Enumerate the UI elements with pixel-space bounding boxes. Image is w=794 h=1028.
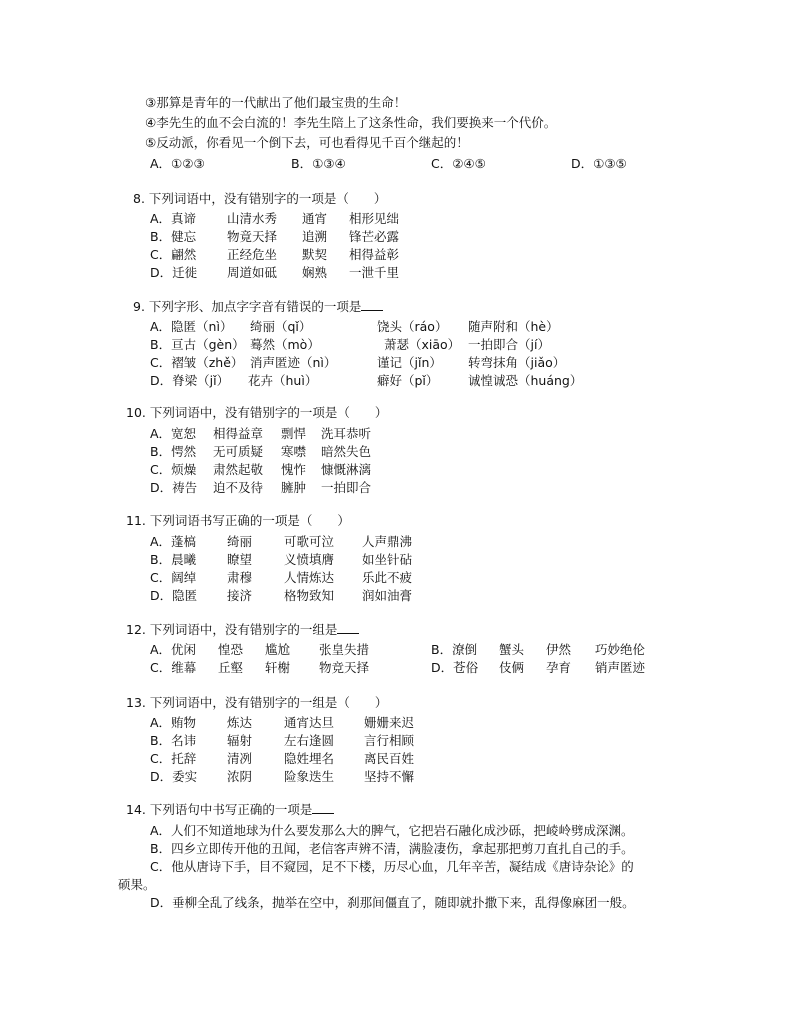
word: 蓦然（mò） <box>250 337 320 352</box>
q8-option-c <box>150 246 399 264</box>
word: A．优闲 <box>150 642 197 657</box>
word: 炼达 <box>227 715 253 730</box>
word: A．蓬槁 <box>150 534 197 549</box>
word: D．迁徙 <box>150 265 198 280</box>
q11-option-d <box>150 587 412 605</box>
word: 巧妙绝伦 <box>595 642 646 657</box>
q9-option-b <box>150 336 550 354</box>
word: 无可质疑 <box>213 444 264 459</box>
word: 一泄千里 <box>349 265 400 280</box>
word: 可歌可泣 <box>284 534 335 549</box>
word: 伎俩 <box>499 660 525 675</box>
q14-stem <box>126 801 334 819</box>
word: D．祷告 <box>150 480 198 495</box>
word: 山清水秀 <box>227 211 278 226</box>
word: 臃肿 <box>281 480 307 495</box>
q8-option-a <box>150 210 399 228</box>
word: 娴熟 <box>302 265 328 280</box>
word: 物竞天择 <box>319 660 370 675</box>
q12-option-d <box>431 659 645 677</box>
word: 坚持不懈 <box>364 769 415 784</box>
word: 转弯抹角（jiǎo） <box>468 355 566 370</box>
word: C．阔绰 <box>150 570 197 585</box>
word: B．健忘 <box>150 229 197 244</box>
q10-option-a <box>150 425 371 443</box>
q12-stem <box>126 621 359 639</box>
q8-stem: 8. 下列词语中，没有错别字的一项是（ ） <box>133 191 387 206</box>
word: 通宵 <box>302 211 328 226</box>
q7-item-4: ④李先生的血不会白流的！李先生陪上了这条性命，我们要换来一个代价。 <box>145 115 557 130</box>
word: 相得益彰 <box>349 247 400 262</box>
q14-option-b: B．四乡立即传开他的丑闻，老信客声辨不清，满脸凄伤，拿起那把剪刀直扎自己的手。 <box>150 841 634 856</box>
word: 正经危坐 <box>227 247 278 262</box>
q10-option-c <box>150 461 371 479</box>
q11-option-c <box>150 569 412 587</box>
word: 一拍即合 <box>321 480 372 495</box>
q13-option-c <box>150 750 414 768</box>
word: D．苍俗 <box>431 660 479 675</box>
word: B．晨曦 <box>150 552 197 567</box>
q7-option-c: C．②④⑤ <box>431 156 486 171</box>
q11-option-b <box>150 551 412 569</box>
word: 辐射 <box>227 733 253 748</box>
word: 诚惶诚恐（huáng） <box>468 373 583 388</box>
word: 物竟天择 <box>227 229 278 244</box>
word: D．脊梁（jǐ） <box>150 373 230 388</box>
word: 义愤填膺 <box>284 552 335 567</box>
q7-option-a: A．①②③ <box>150 156 205 171</box>
word: 寒噤 <box>281 444 307 459</box>
word: 言行相顾 <box>364 733 415 748</box>
word: 丘壑 <box>218 660 244 675</box>
word: 孕育 <box>546 660 572 675</box>
word: 花卉（huì） <box>248 373 318 388</box>
word: 润如油膏 <box>362 588 413 603</box>
word: D．委实 <box>150 769 198 784</box>
q7-item-3: ③那算是青年的一代献出了他们最宝贵的生命！ <box>145 95 407 110</box>
word: 剽悍 <box>281 426 307 441</box>
q14-option-c: C．他从唐诗下手，目不窥园，足不下楼，历尽心血，几年辛苦，凝结成《唐诗杂论》的 <box>150 859 634 874</box>
word: 饶头（ráo） <box>377 319 448 334</box>
q12-option-b <box>431 641 645 659</box>
word: 暗然失色 <box>321 444 372 459</box>
word: B．愕然 <box>150 444 197 459</box>
q9-stem-text: 9. 下列字形、加点字字音有错误的一项是 <box>133 299 362 314</box>
word: 洗耳恭听 <box>321 426 372 441</box>
word: 接济 <box>227 588 253 603</box>
answer-blank <box>312 801 334 814</box>
word: 相形见绌 <box>349 211 400 226</box>
word: 离民百姓 <box>364 751 415 766</box>
word: 消声匿迹（nì） <box>250 355 337 370</box>
answer-blank <box>337 621 359 634</box>
q14-stem-text: 14. 下列语句中书写正确的一项是 <box>126 802 313 817</box>
word: 姗姗来迟 <box>364 715 415 730</box>
q13-option-d <box>150 768 414 786</box>
word: 瞭望 <box>227 552 253 567</box>
q13-option-b <box>150 732 414 750</box>
word: 默契 <box>302 247 328 262</box>
q14-option-c-continued: 硕果。 <box>118 877 156 892</box>
word: 惶恐 <box>218 642 244 657</box>
word: 肃然起敬 <box>213 462 264 477</box>
q12-option-a <box>150 641 369 659</box>
word: 轩榭 <box>265 660 291 675</box>
word: 销声匿迹 <box>595 660 646 675</box>
word: 隐姓埋名 <box>284 751 335 766</box>
word: 周道如砥 <box>227 265 278 280</box>
word: 迫不及待 <box>213 480 264 495</box>
word: 相得益章 <box>213 426 264 441</box>
q7-option-b: B．①③④ <box>291 156 346 171</box>
word: A．宽恕 <box>150 426 197 441</box>
q9-option-d <box>150 372 582 390</box>
q13-option-a <box>150 714 414 732</box>
word: 慷慨淋漓 <box>321 462 372 477</box>
word: 肃穆 <box>227 570 253 585</box>
word: C．烦燥 <box>150 462 197 477</box>
q9-option-c <box>150 354 565 372</box>
word: 格物致知 <box>284 588 335 603</box>
q10-option-b <box>150 443 371 461</box>
q10-option-d <box>150 479 371 497</box>
word: 通宵达旦 <box>284 715 335 730</box>
word: 萧瑟（xiāo） <box>384 337 461 352</box>
q7-item-5: ⑤反动派，你看见一个倒下去，可也看得见千百个继起的！ <box>145 135 469 150</box>
q7-option-d: D．①③⑤ <box>571 156 627 171</box>
word: B．名讳 <box>150 733 197 748</box>
word: 浓阴 <box>227 769 253 784</box>
word: 险象迭生 <box>284 769 335 784</box>
word: 蟹头 <box>499 642 525 657</box>
q12-option-c <box>150 659 369 677</box>
q10-stem: 10. 下列词语中，没有错别字的一项是（ ） <box>126 405 388 420</box>
word: A．真谛 <box>150 211 197 226</box>
word: 一拍即合（jí） <box>468 337 550 352</box>
word: C．翩然 <box>150 247 197 262</box>
q8-option-b <box>150 228 399 246</box>
word: B．亘古（gèn） <box>150 337 245 352</box>
word: B．潦倒 <box>431 642 478 657</box>
word: 追溯 <box>302 229 328 244</box>
word: C．托辞 <box>150 751 197 766</box>
q14-option-d: D．垂柳全乱了线条，抛举在空中，刹那间僵直了，随即就扑撒下来，乱得像麻团一般。 <box>150 895 635 910</box>
q11-stem: 11. 下列词语书写正确的一项是（ ） <box>126 513 350 528</box>
q13-stem: 13. 下列词语中，没有错别字的一组是（ ） <box>126 695 388 710</box>
word: 人声鼎沸 <box>362 534 413 549</box>
word: 随声附和（hè） <box>468 319 559 334</box>
word: 绮丽（qǐ） <box>250 319 312 334</box>
word: C．褶皱（zhě） <box>150 355 244 370</box>
word: 张皇失措 <box>319 642 370 657</box>
word: 绮丽 <box>227 534 253 549</box>
q14-option-a: A．人们不知道地球为什么要发那么大的脾气，它把岩石融化成沙砾，把崚岭劈成深渊。 <box>150 823 634 838</box>
word: A．贿物 <box>150 715 197 730</box>
word: 癖好（pǐ） <box>377 373 439 388</box>
word: 谨记（jǐn） <box>377 355 442 370</box>
word: D．隐匿 <box>150 588 198 603</box>
word: 伊然 <box>546 642 572 657</box>
word: 愧怍 <box>281 462 307 477</box>
word: 人情炼达 <box>284 570 335 585</box>
q9-option-a <box>150 318 559 336</box>
word: 乐此不疲 <box>362 570 413 585</box>
word: A．隐匿（nì） <box>150 319 233 334</box>
word: 锋芒必露 <box>349 229 400 244</box>
q12-stem-text: 12. 下列词语中，没有错别字的一组是 <box>126 622 338 637</box>
word: 清冽 <box>227 751 253 766</box>
word: 尴尬 <box>265 642 291 657</box>
q8-option-d <box>150 264 399 282</box>
q11-option-a <box>150 533 412 551</box>
word: 如坐针砧 <box>362 552 413 567</box>
q9-stem <box>133 298 383 316</box>
word: C．维幕 <box>150 660 197 675</box>
word: 左右逢圆 <box>284 733 335 748</box>
answer-blank <box>361 298 383 311</box>
